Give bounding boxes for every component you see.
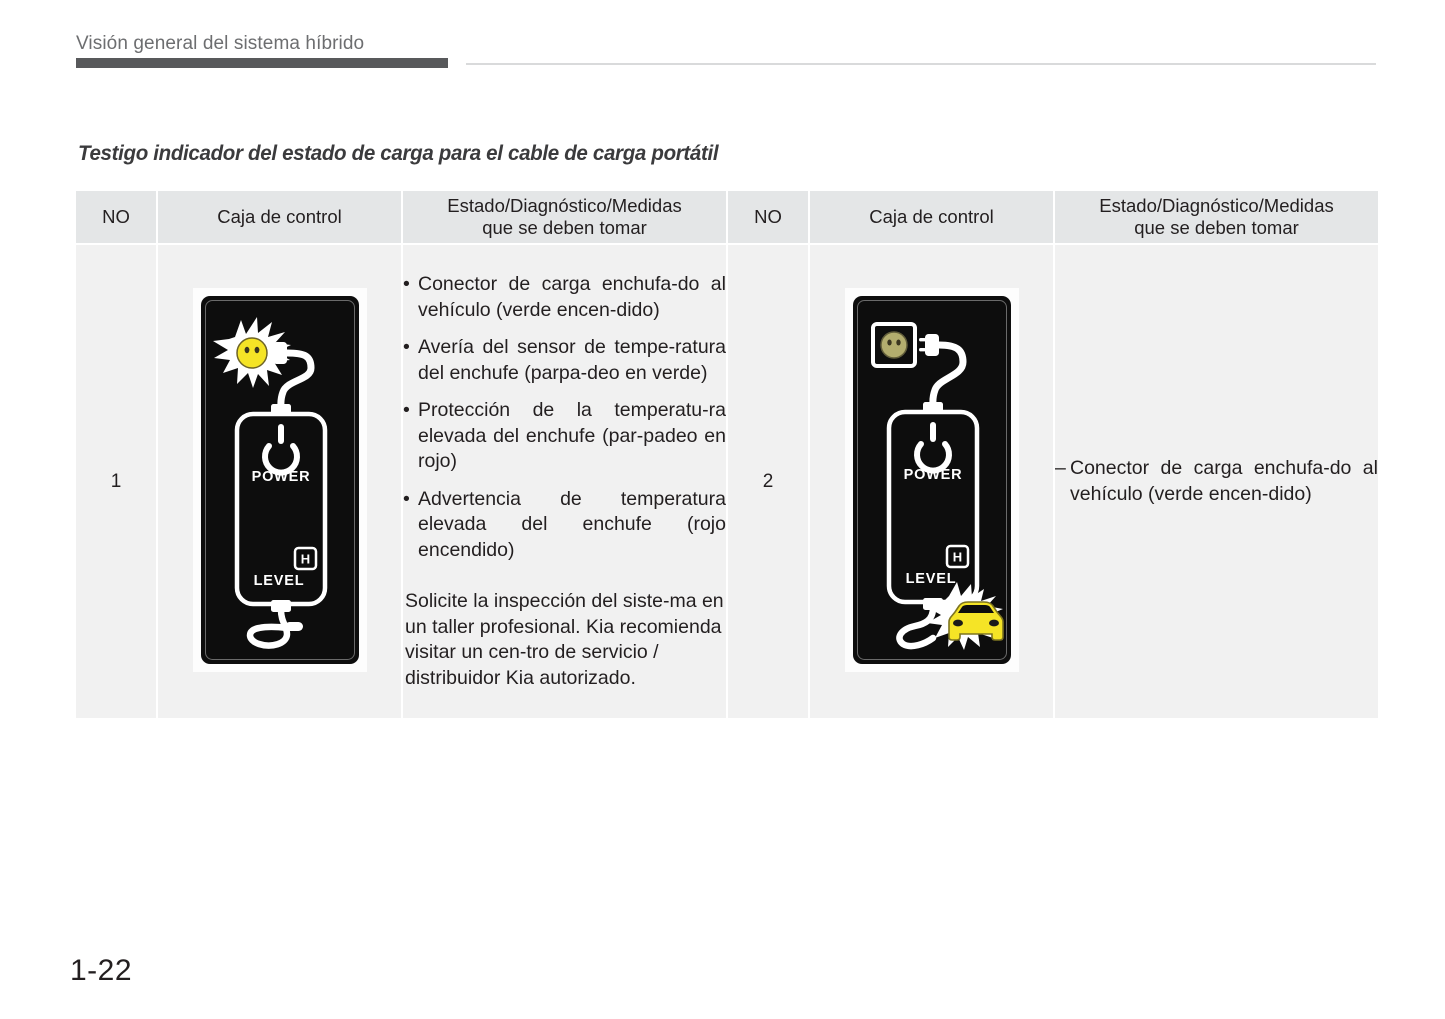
- control-box-figure-1: [193, 288, 367, 672]
- running-header: [76, 32, 1376, 68]
- list-item: [403, 272, 726, 323]
- power-label: POWER: [251, 468, 310, 485]
- level-label: LEVEL: [253, 572, 304, 589]
- table-row: [76, 245, 1378, 718]
- page-number: 1-22: [70, 954, 133, 987]
- level-label: LEVEL: [905, 570, 956, 587]
- running-header-title: Visión general del sistema híbrido: [76, 33, 365, 54]
- list-item-text: Conector de carga enchufa-do al vehículo (verde encen-dido): [1070, 457, 1378, 505]
- dash-marker: –: [1055, 457, 1066, 479]
- table-body: [76, 245, 1378, 718]
- control-box-car-glowing-illustration: [853, 296, 1011, 664]
- table-header-row: [76, 191, 1378, 245]
- list-item: [1055, 456, 1378, 507]
- list-item-text: Advertencia de temperatura elevada del enchufe (rojo encendido): [418, 487, 726, 561]
- column-header-control-box-right: Caja de control: [810, 191, 1055, 245]
- list-item: [403, 487, 726, 564]
- bullet-marker: •: [403, 336, 410, 358]
- column-header-control-box-left: Caja de control: [158, 191, 403, 245]
- row-2-figure-cell: [810, 245, 1055, 718]
- socket-icon: [237, 338, 267, 368]
- level-badge-letter: H: [300, 551, 310, 566]
- row-2-description-cell: [1055, 245, 1378, 718]
- column-header-state-right-line1: Estado/Diagnóstico/Medidas: [1099, 195, 1334, 216]
- control-box-figure-2: [845, 288, 1019, 672]
- column-header-state-right-line2: que se deben tomar: [1134, 217, 1299, 238]
- list-item-text: Protección de la temperatu-ra elevada del enchufe (par-padeo en rojo): [418, 399, 726, 472]
- row-1-figure-cell: [158, 245, 403, 718]
- column-header-state-left: [403, 191, 728, 245]
- bullet-marker: •: [403, 273, 410, 295]
- row-2-description-list: [1055, 456, 1378, 507]
- charging-status-table: [76, 191, 1378, 718]
- power-label: POWER: [903, 466, 962, 483]
- column-header-state-left-line1: Estado/Diagnóstico/Medidas: [447, 195, 682, 216]
- column-header-no-left: NO: [76, 191, 158, 245]
- row-1-description-note: Solicite la inspección del siste-ma en un taller profesional. Kia recomienda visitar un cen-tro de servicio / distribuidor Kia autorizado.: [405, 590, 724, 689]
- row-1-description-cell: [403, 245, 728, 718]
- column-header-no-right: NO: [728, 191, 810, 245]
- list-item: [403, 335, 726, 386]
- control-box-plug-glowing-illustration: [201, 296, 359, 664]
- bullet-marker: •: [403, 399, 410, 421]
- row-1-description-list: [403, 272, 726, 563]
- car-icon: [949, 602, 1003, 640]
- list-item: [403, 398, 726, 475]
- list-item-text: Conector de carga enchufa-do al vehículo (verde encen-dido): [418, 273, 726, 321]
- running-header-rule: [466, 63, 1376, 65]
- table-header: [76, 191, 1378, 245]
- column-header-state-left-line2: que se deben tomar: [482, 217, 647, 238]
- section-heading: Testigo indicador del estado de carga para el cable de carga portátil: [78, 141, 719, 165]
- row-2-no: 2: [728, 245, 810, 718]
- list-item-text: Avería del sensor de tempe-ratura del enchufe (parpa-deo en verde): [418, 336, 726, 384]
- column-header-state-right: [1055, 191, 1378, 245]
- running-header-bar: [76, 58, 448, 68]
- bullet-marker: •: [403, 487, 410, 510]
- level-badge-letter: H: [952, 549, 962, 564]
- row-1-no: 1: [76, 245, 158, 718]
